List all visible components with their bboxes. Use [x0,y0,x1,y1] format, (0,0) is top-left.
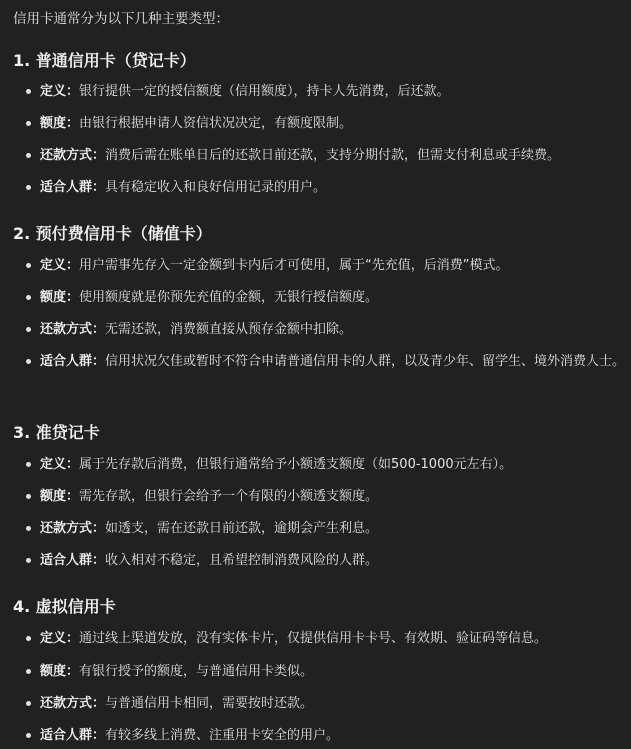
list-item [40,516,628,542]
bullet-icon [26,494,31,499]
item-text: 无需还款，消费额直接从预存金额中扣除。 [105,322,353,337]
item-colon: ： [92,521,106,536]
item-term: 定义 [40,84,67,99]
bullet-icon [26,153,31,158]
item-colon: ： [92,180,106,195]
item-term: 适合人群 [40,553,93,568]
bullet-icon [26,89,31,94]
list-item [40,111,628,137]
item-colon: ： [92,728,106,743]
item-colon: ： [66,664,80,679]
item-colon: ： [66,489,80,504]
item-term: 额度 [40,489,67,504]
list-item [40,691,628,717]
bullet-icon [26,327,31,332]
bullet-icon [26,558,31,563]
item-colon: ： [92,354,106,369]
item-text: 用户需事先存入一定金额到卡内后才可使用，属于“先充值，后消费”模式。 [79,258,509,273]
list-item [40,175,628,201]
item-colon: ： [66,84,80,99]
item-text: 消费后需在账单日后的还款日前还款，支持分期付款，但需支付利息或手续费。 [105,148,561,163]
list-item [40,723,628,749]
list-item [40,253,628,279]
bullet-icon [26,263,31,268]
bullet-icon [26,295,31,300]
item-colon: ： [66,116,80,131]
item-colon: ： [66,457,80,472]
item-text: 具有稳定收入和良好信用记录的用户。 [105,180,327,195]
item-colon: ： [92,148,106,163]
item-text: 有较多线上消费、注重用卡安全的用户。 [105,728,340,743]
list-item [40,143,628,169]
bullet-icon [26,733,31,738]
item-colon: ： [66,290,80,305]
section-title-regular-credit-card: 1. 普通信用卡（贷记卡） [13,51,196,70]
item-text: 信用状况欠佳或暂时不符合申请普通信用卡的人群，以及青少年、留学生、境外消费人士。 [105,354,626,369]
bullet-icon [26,526,31,531]
item-term: 额度 [40,290,67,305]
bullet-icon [26,636,31,641]
section-title-quasi-credit-card: 3. 准贷记卡 [13,423,100,442]
item-term: 适合人群 [40,180,93,195]
item-term: 定义 [40,631,67,646]
section-title-prepaid-card: 2. 预付费信用卡（储值卡） [13,224,212,243]
intro-text: 信用卡通常分为以下几种主要类型： [13,11,229,27]
item-term: 定义 [40,457,67,472]
bullet-icon [26,462,31,467]
item-colon: ： [92,322,106,337]
list-item [40,548,628,574]
list-item [40,79,628,105]
item-text: 通过线上渠道发放，没有实体卡片，仅提供信用卡卡号、有效期、验证码等信息。 [79,631,548,646]
bullet-icon [26,669,31,674]
section-title-virtual-credit-card: 4. 虚拟信用卡 [13,597,116,616]
item-colon: ： [92,696,106,711]
bullet-icon [26,121,31,126]
item-term: 还款方式 [40,148,93,163]
item-term: 适合人群 [40,354,93,369]
item-colon: ： [92,553,106,568]
list-item [40,452,628,478]
bullet-icon [26,185,31,190]
item-term: 还款方式 [40,322,93,337]
list-item [40,349,628,375]
item-text: 需先存款，但银行会给予一个有限的小额透支额度。 [79,489,379,504]
item-colon: ： [66,631,80,646]
item-text: 由银行根据申请人资信状况决定，有额度限制。 [79,116,353,131]
item-text: 有银行授予的额度，与普通信用卡类似。 [79,664,314,679]
item-term: 定义 [40,258,67,273]
item-colon: ： [66,258,80,273]
bullet-icon [26,359,31,364]
bullet-icon [26,701,31,706]
item-text: 与普通信用卡相同，需要按时还款。 [105,696,314,711]
list-item [40,659,628,685]
item-term: 额度 [40,664,67,679]
item-term: 适合人群 [40,728,93,743]
list-item [40,285,628,311]
item-term: 还款方式 [40,521,93,536]
item-text: 银行提供一定的授信额度（信用额度），持卡人先消费，后还款。 [79,84,450,99]
list-item [40,626,628,652]
item-text: 属于先存款后消费，但银行通常给予小额透支额度（如500-1000元左右）。 [79,457,513,472]
item-term: 还款方式 [40,696,93,711]
item-text: 收入相对不稳定，且希望控制消费风险的人群。 [105,553,379,568]
list-item [40,317,628,343]
item-text: 使用额度就是你预先充值的金额，无银行授信额度。 [79,290,379,305]
item-text: 如透支，需在还款日前还款，逾期会产生利息。 [105,521,379,536]
item-term: 额度 [40,116,67,131]
list-item [40,484,628,510]
